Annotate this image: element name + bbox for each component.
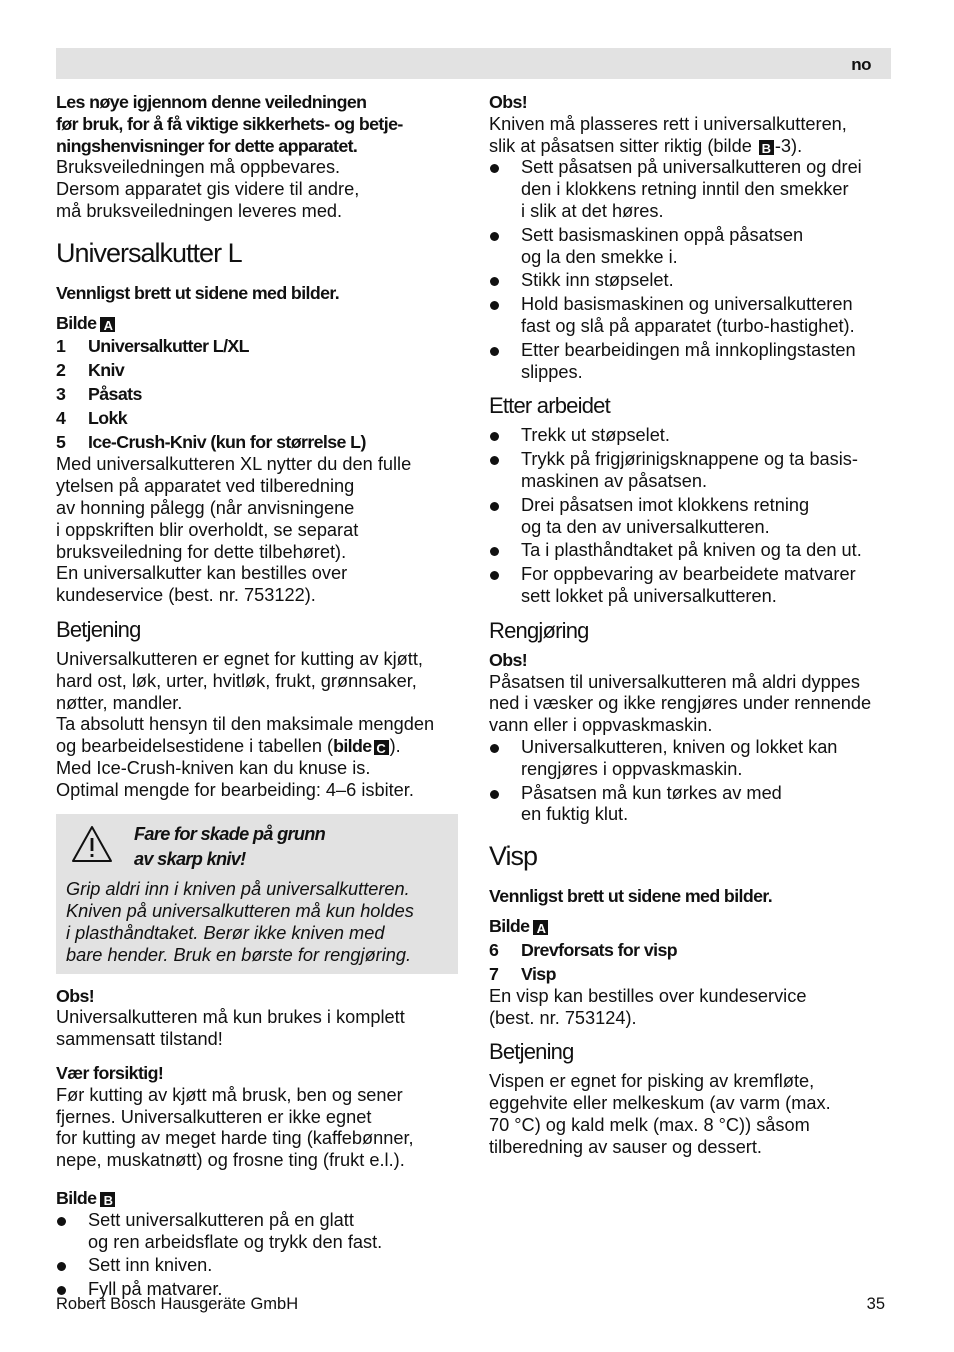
figure-b-box: B [100,1192,115,1207]
step-line: slippes. [521,361,583,382]
visp-fold-note: Vennligst brett ut sidene med bilder. [489,886,773,907]
part-number: 7 [489,963,499,984]
warning-title-line: av skarp kniv! [134,848,246,869]
assembly-steps [489,157,891,383]
intro-line: Bruksveiledningen må oppbevares. [56,157,341,178]
list-item [489,225,891,269]
operation-line: Med Ice-Crush-kniven kan du knuse is. [56,757,371,778]
figure-a-label [56,313,458,335]
list-item [56,334,458,358]
figure-a-box: A [533,920,548,935]
cleaning-obs-line: vann eller i oppvaskmaskin. [489,715,713,736]
cleaning-steps [489,737,891,826]
list-item [489,449,891,493]
footer-company: Robert Bosch Hausgeräte GmbH [56,1295,299,1313]
obs-line: Kniven må plasseres rett i universalkutteren, [489,113,847,134]
intro-bold-line: før bruk, for å få viktige sikkerhets- og betje- [56,113,403,134]
operation-line: Ta absolutt hensyn til den maksimale mengden [56,714,435,735]
step-line: Trykk på frigjørinigsknappene og ta basis- [521,449,858,470]
obs-line [489,136,891,158]
step-line: Drei påsatsen imot klokkens retning [521,494,810,515]
warning-line: bare hender. Bruk en børste for rengjøring. [66,944,412,965]
list-item [489,783,891,827]
warning-line: Grip aldri inn i kniven på universalkutteren. [66,878,410,899]
figure-b-label [56,1188,458,1210]
figure-a-box: A [100,317,115,332]
obs-text: slik at påsatsen sitter riktig (bilde [489,135,757,156]
step-line: Trekk ut støpselet. [521,425,670,446]
steps-list [56,1210,458,1301]
part-label: Drevforsats for visp [521,939,677,960]
section-title-visp: Visp [489,841,538,872]
step-line: For oppbevaring av bearbeidete matvarer [521,564,856,585]
desc-line: En universalkutter kan bestilles over [56,563,348,584]
description [56,454,458,607]
warning-title [134,822,325,872]
operation-bold: bilde [333,736,372,757]
visp-op-line: eggehvite eller melkeskum (av varm (max. [489,1093,831,1114]
obs-text: -3). [774,135,803,156]
intro-normal [56,157,458,222]
step-line: Sett basismaskinen oppå påsatsen [521,224,804,245]
list-item [56,1210,458,1254]
step-line: rengjøres i oppvaskmaskin. [521,758,743,779]
desc-line: av honning pålegg (når anvisningene [56,497,355,518]
cleaning-obs-line: Påsatsen til universalkutteren må aldri dyppes [489,671,861,692]
step-line: sett lokket på universalkutteren. [521,585,777,606]
operation-line [56,736,458,758]
step-line: Påsatsen må kun tørkes av med [521,782,782,803]
step-line: Etter bearbeidingen må innkoplingstasten [521,339,856,360]
visp-desc-line: (best. nr. 753124). [489,1007,637,1028]
desc-line: i oppskriften blir overholdt, se separat [56,519,359,540]
figure-b-box: B [759,140,774,155]
caution-line: Før kutting av kjøtt må brusk, ben og sener [56,1084,403,1105]
visp-op-line: Vispen er egnet for pisking av kremfløte, [489,1071,815,1092]
step-line: Fyll på matvarer. [88,1279,223,1300]
part-number: 5 [56,432,66,453]
heading-rengjoring: Rengjøring [489,617,589,643]
part-number: 6 [489,939,499,960]
list-item [489,294,891,338]
caution-line: for kutting av meget harde ting (kaffebønner, [56,1128,414,1149]
warning-header [66,822,448,872]
step-line: Stikk inn støpselet. [521,270,674,291]
list-item [489,340,891,384]
list-item [489,425,891,447]
list-item [56,1255,458,1277]
heading-betjening: Betjening [56,616,141,642]
right-column [489,92,891,1158]
intro-line: Dersom apparatet gis videre til andre, [56,179,360,200]
obs-label: Obs! [56,985,95,1006]
part-label: Kniv [88,360,125,381]
operation-line: hard ost, løk, urter, hvitløk, frukt, grønnsaker, [56,670,417,691]
part-label: Universalkutter L/XL [88,336,249,357]
part-label: Visp [521,963,556,984]
list-item [56,430,458,454]
warning-text [66,878,448,966]
part-number: 3 [56,384,66,405]
operation-text: og bearbeidelsestidene i tabellen ( [56,736,334,757]
list-item [489,962,891,986]
heading-etter-arbeidet: Etter arbeidet [489,393,610,419]
step-line: Sett påsatsen på universalkutteren og drei [521,157,862,178]
list-item [489,495,891,539]
part-label: Påsats [88,384,142,405]
list-item [489,737,891,781]
figure-label-text: Bilde [489,915,530,936]
visp-figure-label [489,916,891,938]
step-line: fast og slå på apparatet (turbo-hastighet). [521,315,855,336]
figure-label-text: Bilde [56,1187,97,1208]
visp-op-line: tilberedning av sauser og dessert. [489,1136,762,1157]
step-line: Universalkutteren, kniven og lokket kan [521,736,838,757]
step-line: Sett inn kniven. [88,1255,213,1276]
page-number: 35 [866,1295,885,1313]
step-line: maskinen av påsatsen. [521,470,708,491]
list-item [56,358,458,382]
figure-c-box: C [374,740,389,755]
step-line: Hold basismaskinen og universalkutteren [521,294,853,315]
fold-note: Vennligst brett ut sidene med bilder. [56,282,340,303]
step-line: Sett universalkutteren på en glatt [88,1209,354,1230]
caution-line: nepe, muskatnøtt) og frosne ting (frukt e.l.). [56,1150,405,1171]
operation-end: ). [389,736,401,757]
step-line: Ta i plasthåndtaket på kniven og ta den ut. [521,540,862,561]
part-number: 2 [56,360,66,381]
desc-line: kundeservice (best. nr. 753122). [56,585,316,606]
heading-visp-betjening: Betjening [489,1039,574,1065]
warning-title-line: Fare for skade på grunn [134,823,326,844]
parts-list [56,334,458,454]
obs-label: Obs! [489,92,528,112]
obs-line: Universalkutteren må kun brukes i komplett [56,1007,405,1028]
list-item [56,406,458,430]
caution-label: Vær forsiktig! [56,1062,164,1083]
list-item [489,938,891,962]
left-column [56,92,458,1303]
desc-line: bruksveiledning for dette tilbehøret). [56,541,347,562]
obs-line: sammensatt tilstand! [56,1029,223,1050]
intro-bold-line: ningshenvisninger for dette apparatet. [56,135,358,156]
visp-desc-line: En visp kan bestilles over kundeservice [489,985,807,1006]
section-title-universalkutter: Universalkutter L [56,237,242,268]
step-line: den i klokkens retning inntil den smekker [521,179,849,200]
cleaning-obs-label: Obs! [489,649,528,670]
cleaning-obs-line: ned i væsker og ikke rengjøres under rennende [489,693,872,714]
step-line: og la den smekke i. [521,246,678,267]
visp-parts-list [489,938,891,986]
list-item [489,540,891,562]
warning-line: i plasthåndtaket. Berør ikke kniven med [66,922,385,943]
intro-line: må bruksveiledningen leveres med. [56,200,343,221]
part-label: Ice-Crush-Kniv (kun for størrelse L) [88,432,366,453]
after-steps [489,425,891,607]
caution-line: fjernes. Universalkutteren er ikke egnet [56,1106,372,1127]
warning-line: Kniven på universalkutteren må kun holdes [66,900,414,921]
desc-line: ytelsen på apparatet ved tilberedning [56,476,355,497]
step-line: i slik at det høres. [521,200,664,221]
list-item [56,382,458,406]
language-code: no [851,55,871,74]
list-item [489,157,891,222]
desc-line: Med universalkutteren XL nytter du den fulle [56,454,412,475]
header-bar [56,48,891,79]
part-number: 4 [56,408,66,429]
operation-line: Optimal mengde for bearbeiding: 4–6 isbiter. [56,779,414,800]
intro-bold [56,92,458,157]
operation-line: nøtter, mandler. [56,692,183,713]
step-line: en fuktig klut. [521,804,629,825]
operation-line: Universalkutteren er egnet for kutting av kjøtt, [56,648,423,669]
list-item [489,270,891,292]
step-line: og ta den av universalkutteren. [521,516,770,537]
step-line: og ren arbeidsflate og trykk den fast. [88,1231,383,1252]
warning-triangle-icon [70,824,114,864]
list-item [489,564,891,608]
visp-op-line: 70 °C) og kald melk (max. 8 °C)) såsom [489,1114,810,1135]
warning-box [56,814,458,974]
intro-bold-line: Les nøye igjennom denne veiledningen [56,92,367,112]
part-number: 1 [56,336,66,357]
part-label: Lokk [88,408,128,429]
figure-label-text: Bilde [56,312,97,333]
